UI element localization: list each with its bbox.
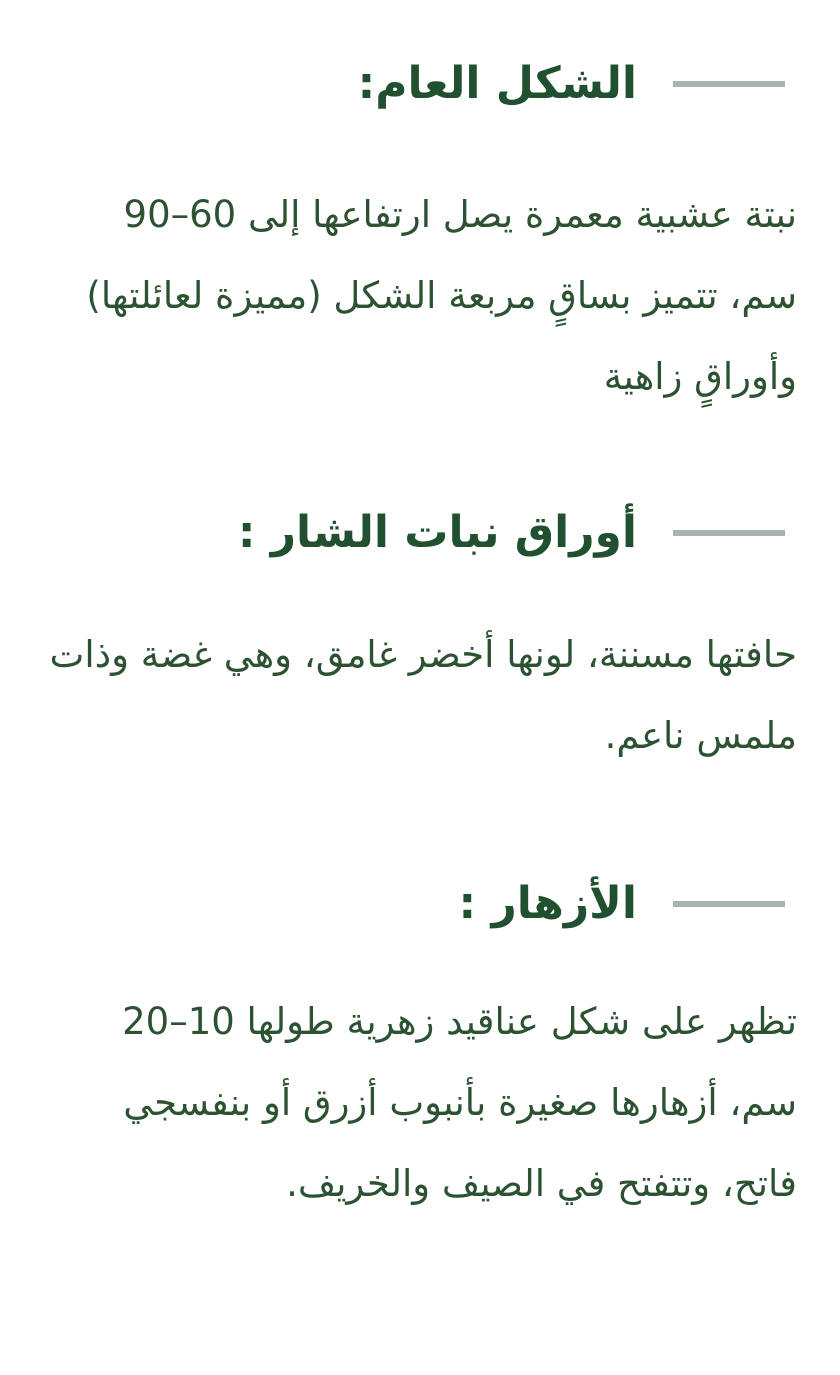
section-heading: أوراق نبات الشار : [237,507,637,558]
section-leaves [0,498,840,757]
section-body: تظهر على شكل عناقيد زهرية طولها 10–20 سم، أزهارها صغيرة بأنبوب أزرق أو بنفسجي فاتح، وتتفتح في الصيف والخريف. [122,1000,797,1205]
section-general-form [0,49,840,398]
heading-rule [673,81,785,87]
section-flowers [0,869,840,1205]
section-heading: الأزهار : [458,878,637,929]
section-body: حافتها مسننة، لونها أخضر غامق، وهي غضة وذات ملمس ناعم. [49,633,797,757]
heading-rule [673,530,785,536]
section-heading: الشكل العام: [357,58,637,109]
section-body: نبتة عشبية معمرة يصل ارتفاعها إلى 60–90 سم، تتميز بساقٍ مربعة الشكل (مميزة لعائلتها) وأوراقٍ زاهية [86,193,797,398]
section-heading-row [0,498,840,568]
heading-rule [673,901,785,907]
section-heading-row [0,869,840,939]
section-heading-row [0,49,840,119]
